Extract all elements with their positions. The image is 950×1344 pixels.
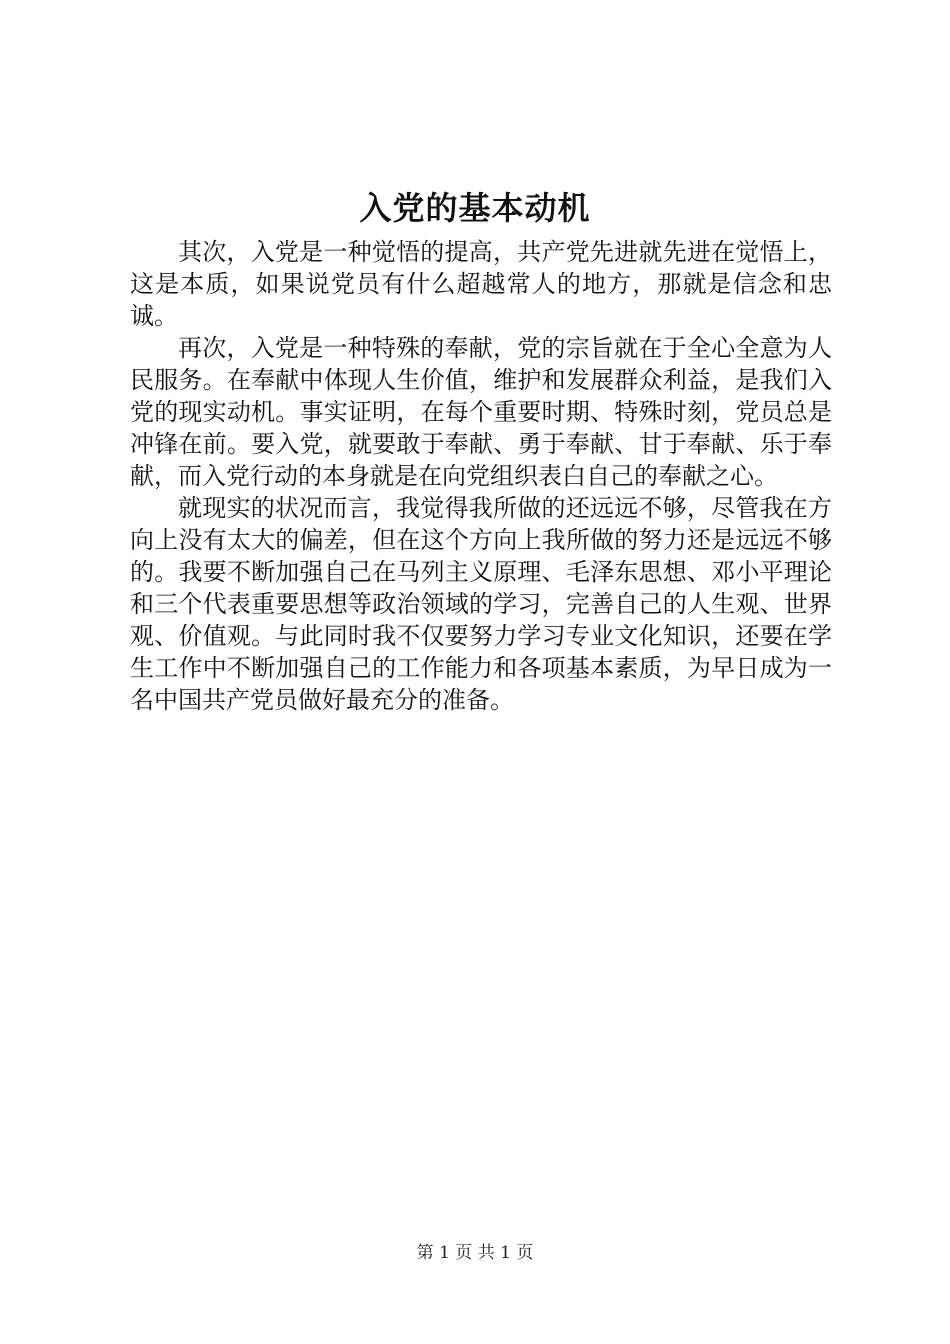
paragraph-3: 就现实的状况而言，我觉得我所做的还远远不够，尽管我在方向上没有太大的偏差，但在这个方向上我所做的努力还是远远不够的。我要不断加强自己在马列主义原理、毛泽东思想、邓小平理论和三个代表重要思想等政治领域的学习，完善自己的人生观、世界观、价值观。与此同时我不仅要努力学习专业文化知识，还要在学生工作中不断加强自己的工作能力和各项基本素质，为早日成为一名中国共产党员做好最充分的准备。 <box>130 494 832 714</box>
paragraph-1: 其次，入党是一种觉悟的提高，共产党先进就先进在觉悟上，这是本质，如果说党员有什么超越常人的地方，那就是信念和忠诚。 <box>130 238 832 330</box>
paragraph-2: 再次，入党是一种特殊的奉献，党的宗旨就在于全心全意为人民服务。在奉献中体现人生价值，维护和发展群众利益，是我们入党的现实动机。事实证明，在每个重要时期、特殊时刻，党员总是冲锋在前。要入党，就要敢于奉献、勇于奉献、甘于奉献、乐于奉献，而入党行动的本身就是在向党组织表白自己的奉献之心。 <box>130 334 832 490</box>
document-title: 入党的基本动机 <box>359 189 591 227</box>
page-footer: 第 1 页 共 1 页 <box>416 1243 534 1263</box>
document-body <box>130 236 832 716</box>
